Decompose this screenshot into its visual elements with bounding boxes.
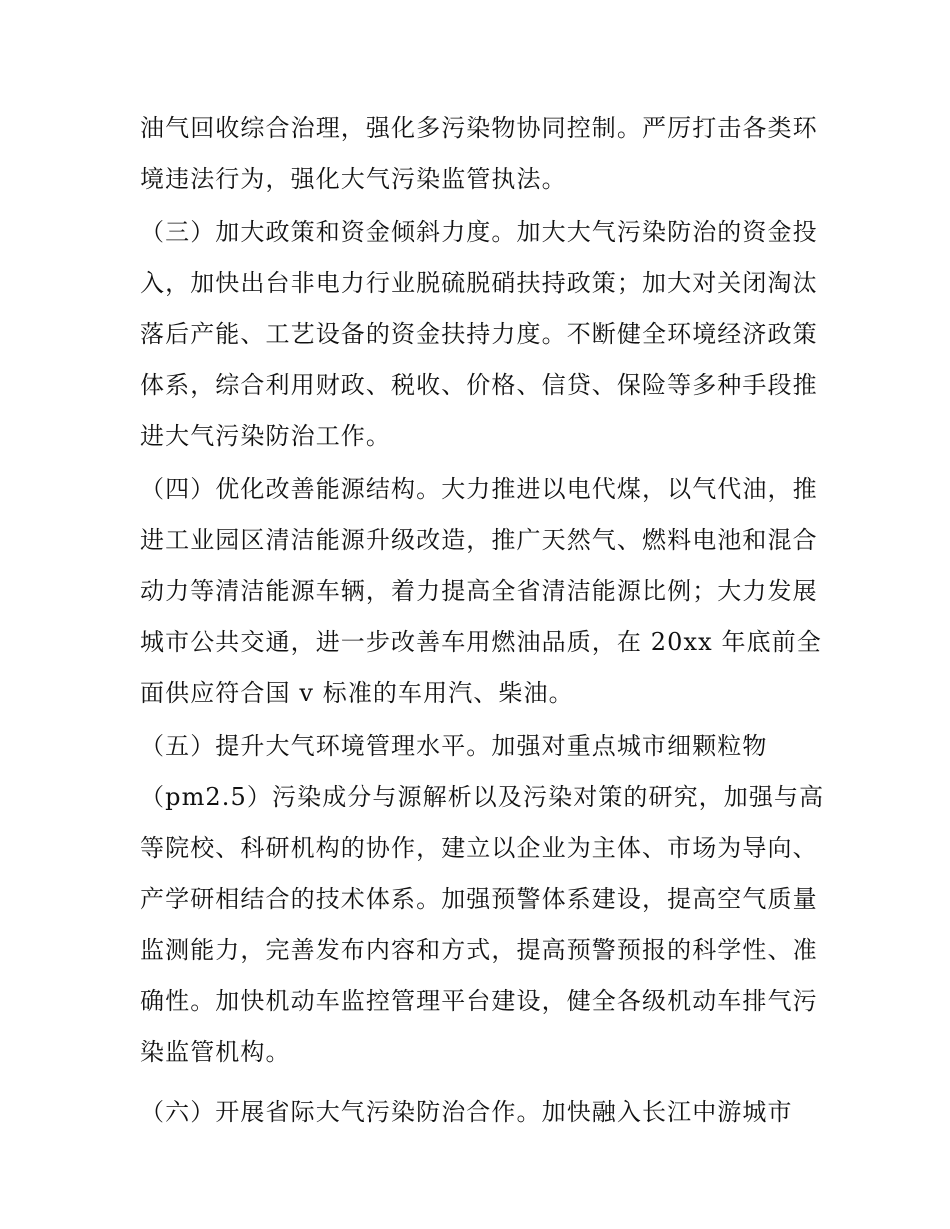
section-heading-line: （五）提升大气环境管理水平。加强对重点城市细颗粒物: [140, 732, 768, 760]
text-line: 体系，综合利用财政、税收、价格、信贷、保险等多种手段推: [140, 371, 818, 399]
text-line: 动力等清洁能源车辆，着力提高全省清洁能源比例；大力发展: [140, 577, 818, 605]
text-line: 落后产能、工艺设备的资金扶持力度。不断健全环境经济政策: [140, 320, 818, 348]
document-page: [140, 103, 825, 1138]
text-line: 入，加快出台非电力行业脱硫脱硝扶持政策；加大对关闭淘汰: [140, 269, 818, 297]
text-line: 油气回收综合治理，强化多污染物协同控制。严厉打击各类环: [140, 114, 818, 142]
text-line: 进大气污染防治工作。: [140, 422, 391, 450]
section-heading-line: （四）优化改善能源结构。大力推进以电代煤，以气代油，推: [140, 475, 818, 503]
text-line: 面供应符合国 v 标准的车用汽、柴油。: [140, 679, 574, 707]
text-line: 染监管机构。: [140, 1038, 291, 1066]
section-heading-line: （三）加大政策和资金倾斜力度。加大大气污染防治的资金投: [140, 218, 818, 246]
text-line: 城市公共交通，进一步改善车用燃油品质，在 20xx 年底前全: [140, 628, 822, 656]
text-line: （pm2.5）污染成分与源解析以及污染对策的研究，加强与高: [140, 783, 825, 811]
text-line: 产学研相结合的技术体系。加强预警体系建设，提高空气质量: [140, 885, 818, 913]
text-line: 确性。加快机动车监控管理平台建设，健全各级机动车排气污: [140, 987, 818, 1015]
text-line: 境违法行为，强化大气污染监管执法。: [140, 165, 567, 193]
text-line: 监测能力，完善发布内容和方式，提高预警预报的科学性、准: [140, 936, 818, 964]
text-line: 进工业园区清洁能源升级改造，推广天然气、燃料电池和混合: [140, 526, 818, 554]
section-heading-line: （六）开展省际大气污染防治合作。加快融入长江中游城市: [140, 1098, 793, 1126]
text-line: 等院校、科研机构的协作，建立以企业为主体、市场为导向、: [140, 834, 818, 862]
